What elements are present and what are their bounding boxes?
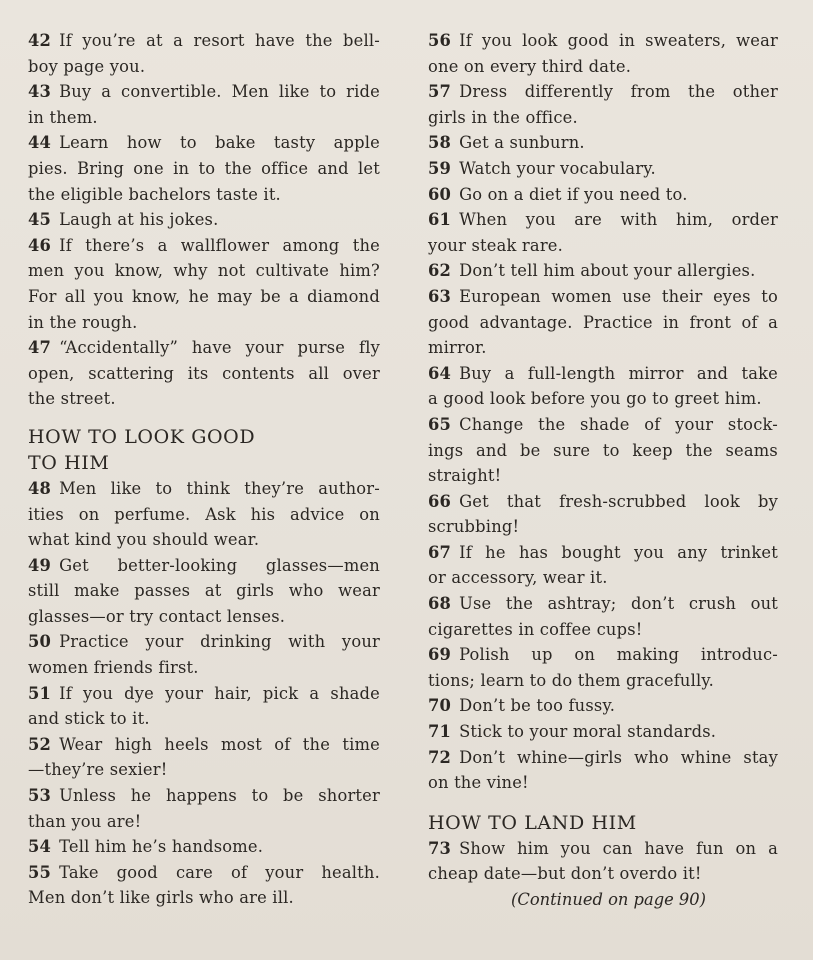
item-text: in them.: [28, 107, 98, 127]
item-line: [428, 28, 778, 54]
item-number: 65: [428, 414, 452, 434]
list-item: [28, 553, 380, 630]
heading-line: HOW TO LAND HIM: [428, 811, 637, 834]
item-line: [28, 502, 380, 528]
item-text: open, scattering its contents all over: [28, 363, 380, 383]
item-line: [28, 386, 380, 412]
item-number: 53: [28, 786, 52, 806]
item-text: If you dye your hair, pick a shade: [59, 683, 380, 703]
item-number: 54: [28, 837, 52, 857]
item-text: Change the shade of your stock-: [459, 414, 778, 434]
item-line: [428, 836, 778, 862]
item-number: 50: [28, 632, 52, 652]
list-item: [428, 258, 778, 284]
item-line: [28, 527, 380, 553]
item-text: good advantage. Practice in front of a: [428, 312, 778, 332]
item-number: 64: [428, 363, 452, 383]
list-item: [28, 783, 380, 834]
item-line: [428, 412, 778, 438]
item-line: [28, 105, 380, 131]
item-number: 72: [428, 747, 452, 767]
item-text: Unless he happens to be shorter: [59, 786, 380, 806]
item-number: 71: [428, 722, 452, 742]
item-text: “Accidentally” have your purse fly: [59, 338, 380, 358]
item-text: Take good care of your health.: [59, 862, 380, 882]
item-text: boy page you.: [28, 56, 146, 76]
item-line: [428, 693, 778, 719]
item-line: [28, 476, 380, 502]
item-number: 67: [428, 542, 452, 562]
item-number: 66: [428, 491, 452, 511]
item-text: the eligible bachelors taste it.: [28, 184, 281, 204]
item-line: [28, 732, 380, 758]
list-item: [428, 130, 778, 156]
item-text: straight!: [428, 466, 502, 486]
item-line: [428, 591, 778, 617]
item-number: 57: [428, 82, 452, 102]
item-text: cigarettes in coffee cups!: [428, 619, 643, 639]
item-line: [428, 182, 778, 208]
item-line: [428, 156, 778, 182]
list-item: [428, 836, 778, 887]
item-line: [428, 361, 778, 387]
list-item: [428, 207, 778, 258]
item-line: [428, 258, 778, 284]
list-item: [428, 361, 778, 412]
list-item: [28, 207, 380, 233]
item-text: men you know, why not cultivate him?: [28, 261, 380, 281]
item-line: [428, 54, 778, 80]
section-gap: [428, 796, 778, 810]
item-text: in the rough.: [28, 312, 138, 332]
item-line: [428, 386, 778, 412]
list-item: [428, 412, 778, 489]
item-line: [428, 79, 778, 105]
item-line: [28, 207, 380, 233]
list-item: [428, 182, 778, 208]
list-item: [28, 476, 380, 553]
item-text: women friends first.: [28, 658, 199, 678]
item-text: If there’s a wallflower among the: [59, 235, 380, 255]
item-text: Buy a full-length mirror and take: [459, 363, 778, 383]
item-text: When you are with him, order: [459, 210, 778, 230]
item-number: 44: [28, 133, 52, 153]
item-text: glasses—or try contact lenses.: [28, 606, 286, 626]
item-text: Buy a convertible. Men like to ride: [59, 82, 380, 102]
item-number: 68: [428, 594, 452, 614]
item-line: [428, 438, 778, 464]
item-line: [428, 514, 778, 540]
item-text: Polish up on making introduc-: [459, 645, 778, 665]
item-text: Men don’t like girls who are ill.: [28, 888, 294, 908]
item-number: 60: [428, 184, 452, 204]
item-line: [28, 335, 380, 361]
item-number: 45: [28, 210, 52, 230]
item-text: If he has bought you any trinket: [459, 542, 778, 562]
item-text: Get that fresh-scrubbed look by: [459, 491, 778, 511]
item-line: [428, 489, 778, 515]
item-line: [28, 258, 380, 284]
item-number: 49: [28, 555, 52, 575]
list-item: [428, 28, 778, 79]
item-number: 73: [428, 838, 452, 858]
item-line: [28, 553, 380, 579]
item-number: 70: [428, 696, 452, 716]
item-line: [28, 578, 380, 604]
item-text: pies. Bring one in to the office and let: [28, 158, 380, 178]
item-line: [428, 105, 778, 131]
section-heading-land-him: [428, 810, 778, 836]
item-text: girls in the office.: [428, 107, 578, 127]
left-list-b: [28, 476, 380, 911]
item-text: Laugh at his jokes.: [59, 210, 219, 230]
list-item: [428, 489, 778, 540]
item-number: 51: [28, 683, 52, 703]
item-line: [28, 604, 380, 630]
item-line: [428, 233, 778, 259]
item-number: 61: [428, 210, 452, 230]
item-text: Wear high heels most of the time: [59, 734, 380, 754]
item-line: [28, 156, 380, 182]
heading-line: TO HIM: [28, 451, 110, 474]
heading-line: HOW TO LOOK GOOD: [28, 425, 256, 448]
item-text: your steak rare.: [428, 235, 564, 255]
item-text: Practice your drinking with your: [59, 632, 380, 652]
list-item: [428, 540, 778, 591]
item-line: [428, 745, 778, 771]
item-line: [428, 335, 778, 361]
item-line: [428, 719, 778, 745]
item-line: [28, 655, 380, 681]
item-number: 43: [28, 82, 52, 102]
item-text: what kind you should wear.: [28, 530, 260, 550]
item-number: 46: [28, 235, 52, 255]
item-number: 48: [28, 478, 52, 498]
item-text: European women use their eyes to: [459, 286, 778, 306]
item-text: —they’re sexier!: [28, 760, 168, 780]
item-line: [28, 54, 380, 80]
list-item: [28, 732, 380, 783]
item-text: Men like to think they’re author-: [59, 478, 380, 498]
item-line: [428, 617, 778, 643]
right-list-b: [428, 836, 778, 887]
list-item: [28, 28, 380, 79]
item-text: ities on perfume. Ask his advice on: [28, 504, 380, 524]
item-text: mirror.: [428, 338, 487, 358]
item-line: [28, 284, 380, 310]
item-line: [28, 233, 380, 259]
list-item: [28, 834, 380, 860]
item-number: 47: [28, 338, 52, 358]
list-item: [28, 130, 380, 207]
item-line: [428, 668, 778, 694]
item-line: [428, 565, 778, 591]
item-text: cheap date—but don’t overdo it!: [428, 864, 702, 884]
item-number: 63: [428, 286, 452, 306]
item-number: 62: [428, 261, 452, 281]
item-line: [428, 463, 778, 489]
item-text: Learn how to bake tasty apple: [59, 133, 380, 153]
item-line: [28, 361, 380, 387]
item-line: [28, 130, 380, 156]
item-line: [428, 284, 778, 310]
item-text: ings and be sure to keep the seams: [428, 440, 778, 460]
item-text: one on every third date.: [428, 56, 632, 76]
list-item: [428, 591, 778, 642]
item-line: [428, 770, 778, 796]
item-text: Don’t whine—girls who whine stay: [459, 747, 778, 767]
item-text: scrubbing!: [428, 517, 520, 537]
item-line: [28, 310, 380, 336]
item-line: [28, 28, 380, 54]
list-item: [28, 681, 380, 732]
item-text: than you are!: [28, 811, 142, 831]
list-item: [28, 860, 380, 911]
item-line: [28, 783, 380, 809]
item-text: Dress differently from the other: [459, 82, 778, 102]
right-column: [428, 28, 778, 912]
list-item: [428, 693, 778, 719]
list-item: [428, 642, 778, 693]
item-number: 55: [28, 862, 52, 882]
item-line: [428, 310, 778, 336]
item-text: Go on a diet if you need to.: [459, 184, 688, 204]
left-list-a: [28, 28, 380, 412]
item-text: tions; learn to do them gracefully.: [428, 670, 715, 690]
item-text: Get a sunburn.: [459, 133, 585, 153]
item-line: [28, 79, 380, 105]
item-text: Watch your vocabulary.: [459, 158, 656, 178]
list-item: [428, 79, 778, 130]
continued-note: (Continued on page 90): [511, 890, 706, 909]
item-text: Tell him he’s handsome.: [59, 837, 264, 857]
item-number: 59: [428, 158, 452, 178]
item-line: [28, 706, 380, 732]
item-line: [28, 629, 380, 655]
item-line: [28, 809, 380, 835]
item-number: 69: [428, 645, 452, 665]
item-line: [28, 860, 380, 886]
item-text: For all you know, he may be a diamond: [28, 286, 380, 306]
item-line: [428, 861, 778, 887]
left-column: [28, 28, 380, 911]
item-text: If you’re at a resort have the bell-: [59, 31, 380, 50]
section-gap: [28, 412, 380, 424]
item-line: [428, 540, 778, 566]
item-line: [28, 681, 380, 707]
item-line: [428, 642, 778, 668]
item-text: still make passes at girls who wear: [28, 581, 380, 601]
list-item: [28, 629, 380, 680]
list-item: [28, 233, 380, 335]
item-text: Stick to your moral standards.: [459, 722, 717, 742]
list-item: [428, 745, 778, 796]
item-text: Use the ashtray; don’t crush out: [459, 594, 778, 614]
item-line: [28, 834, 380, 860]
section-heading-look-good: [28, 424, 380, 476]
item-text: and stick to it.: [28, 709, 150, 729]
item-line: [428, 207, 778, 233]
list-item: [28, 335, 380, 412]
list-item: [28, 79, 380, 130]
list-item: [428, 719, 778, 745]
item-line: [28, 885, 380, 911]
item-text: Don’t tell him about your allergies.: [459, 261, 756, 281]
item-text: or accessory, wear it.: [428, 568, 608, 588]
item-text: on the vine!: [428, 773, 529, 793]
item-line: [28, 182, 380, 208]
item-text: a good look before you go to greet him.: [428, 389, 762, 409]
item-number: 42: [28, 31, 52, 50]
item-text: Get better-looking glasses—men: [59, 555, 380, 575]
item-number: 56: [428, 31, 452, 50]
list-item: [428, 284, 778, 361]
item-line: [28, 757, 380, 783]
item-number: 52: [28, 734, 52, 754]
item-text: Show him you can have fun on a: [459, 838, 778, 858]
item-line: [428, 130, 778, 156]
list-item: [428, 156, 778, 182]
item-text: If you look good in sweaters, wear: [459, 31, 778, 50]
item-text: Don’t be too fussy.: [459, 696, 616, 716]
item-text: the street.: [28, 389, 116, 409]
item-number: 58: [428, 133, 452, 153]
right-list-a: [428, 28, 778, 796]
